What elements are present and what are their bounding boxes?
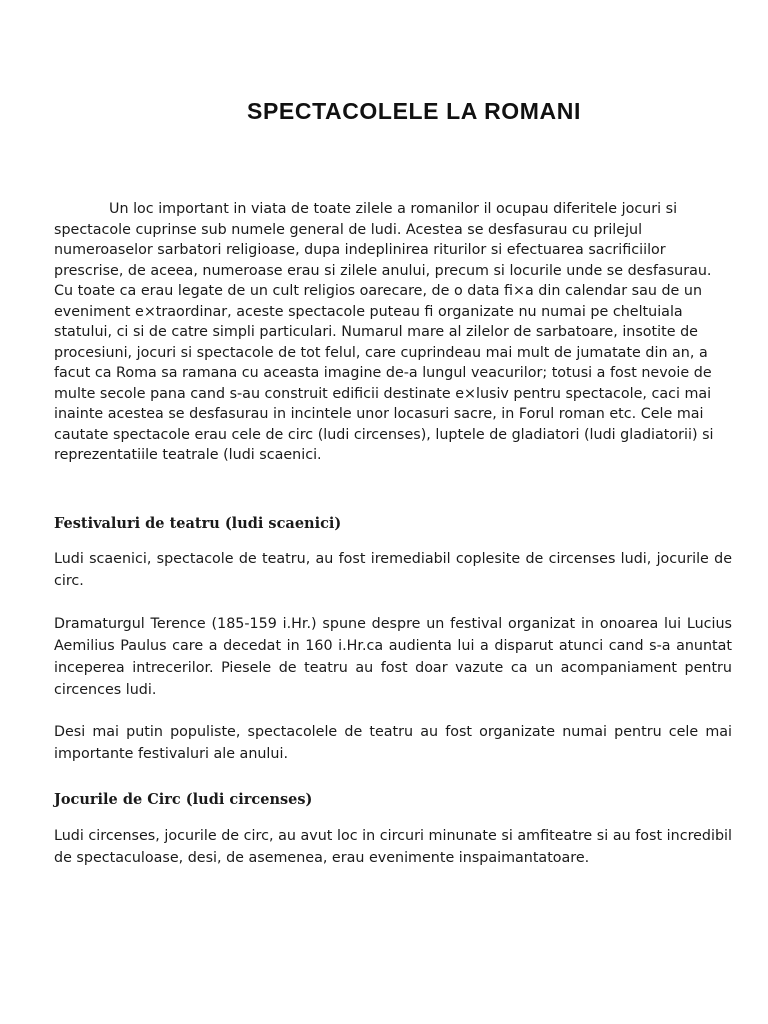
theatre-paragraph-2: Dramaturgul Terence (185-159 i.Hr.) spune despre un festival organizat in onoarea lui Lucius Aemilius Paulus care a decedat in 160 i.Hr.ca audienta lui a disparut atunci cand s-a anuntat inceperea intrecerilor. Piesele de teatru au fost doar vazute ca un acompaniament pentru circences ludi. (54, 616, 732, 698)
section-heading-theatre: Festivaluri de teatru (ludi scaenici) (54, 515, 342, 532)
section-heading-circus: Jocurile de Circ (ludi circenses) (54, 791, 313, 808)
intro-paragraph: Un loc important in viata de toate zilele a romanilor il ocupau diferitele jocuri si spectacole cuprinse sub numele general de ludi. Acestea se desfasurau cu prilejul numeroaselor sarbatori religioase, dupa indeplinirea riturilor si efectuarea sacrificiilor prescrise, de aceea, numeroase erau si zilele anului, precum si locurile unde se desfasurau. Cu toate ca erau legate de un cult religios oarecare, de o data fi×a din calendar sau de un eveniment e×traordinar, aceste spectacole puteau fi organizate nu numai pe cheltuiala statului, ci si de catre simpli particulari. Numarul mare al zilelor de sarbatoare, insotite de procesiuni, jocuri si spectacole de tot felul, care cuprindeau mai mult de jumatate din an, a facut ca Roma sa ramana cu aceasta imagine de-a lungul veacurilor; totusi a fost nevoie de multe secole pana cand s-au construit edificii destinate e×lusiv pentru spectacole, caci mai inainte acestea se desfasurau in incintele unor locasuri sacre, in Forul roman etc. Cele mai cautate spectacole erau cele de circ (ludi circenses), luptele de gladiatori (ludi gladiatorii) si reprezentatiile teatrale (ludi scaenici. (54, 201, 714, 463)
page-title: SPECTACOLELE LA ROMANI (247, 98, 581, 124)
circus-paragraph-1: Ludi circenses, jocurile de circ, au avut loc in circuri minunate si amfiteatre si au fost incredibil de spectaculoase, desi, de asemenea, erau evenimente inspaimantatoare. (54, 828, 732, 866)
theatre-paragraph-3: Desi mai putin populiste, spectacolele de teatru au fost organizate numai pentru cele mai importante festivaluri ale anului. (54, 724, 732, 762)
theatre-paragraph-1: Ludi scaenici, spectacole de teatru, au fost iremediabil coplesite de circenses ludi, jocurile de circ. (54, 551, 732, 589)
